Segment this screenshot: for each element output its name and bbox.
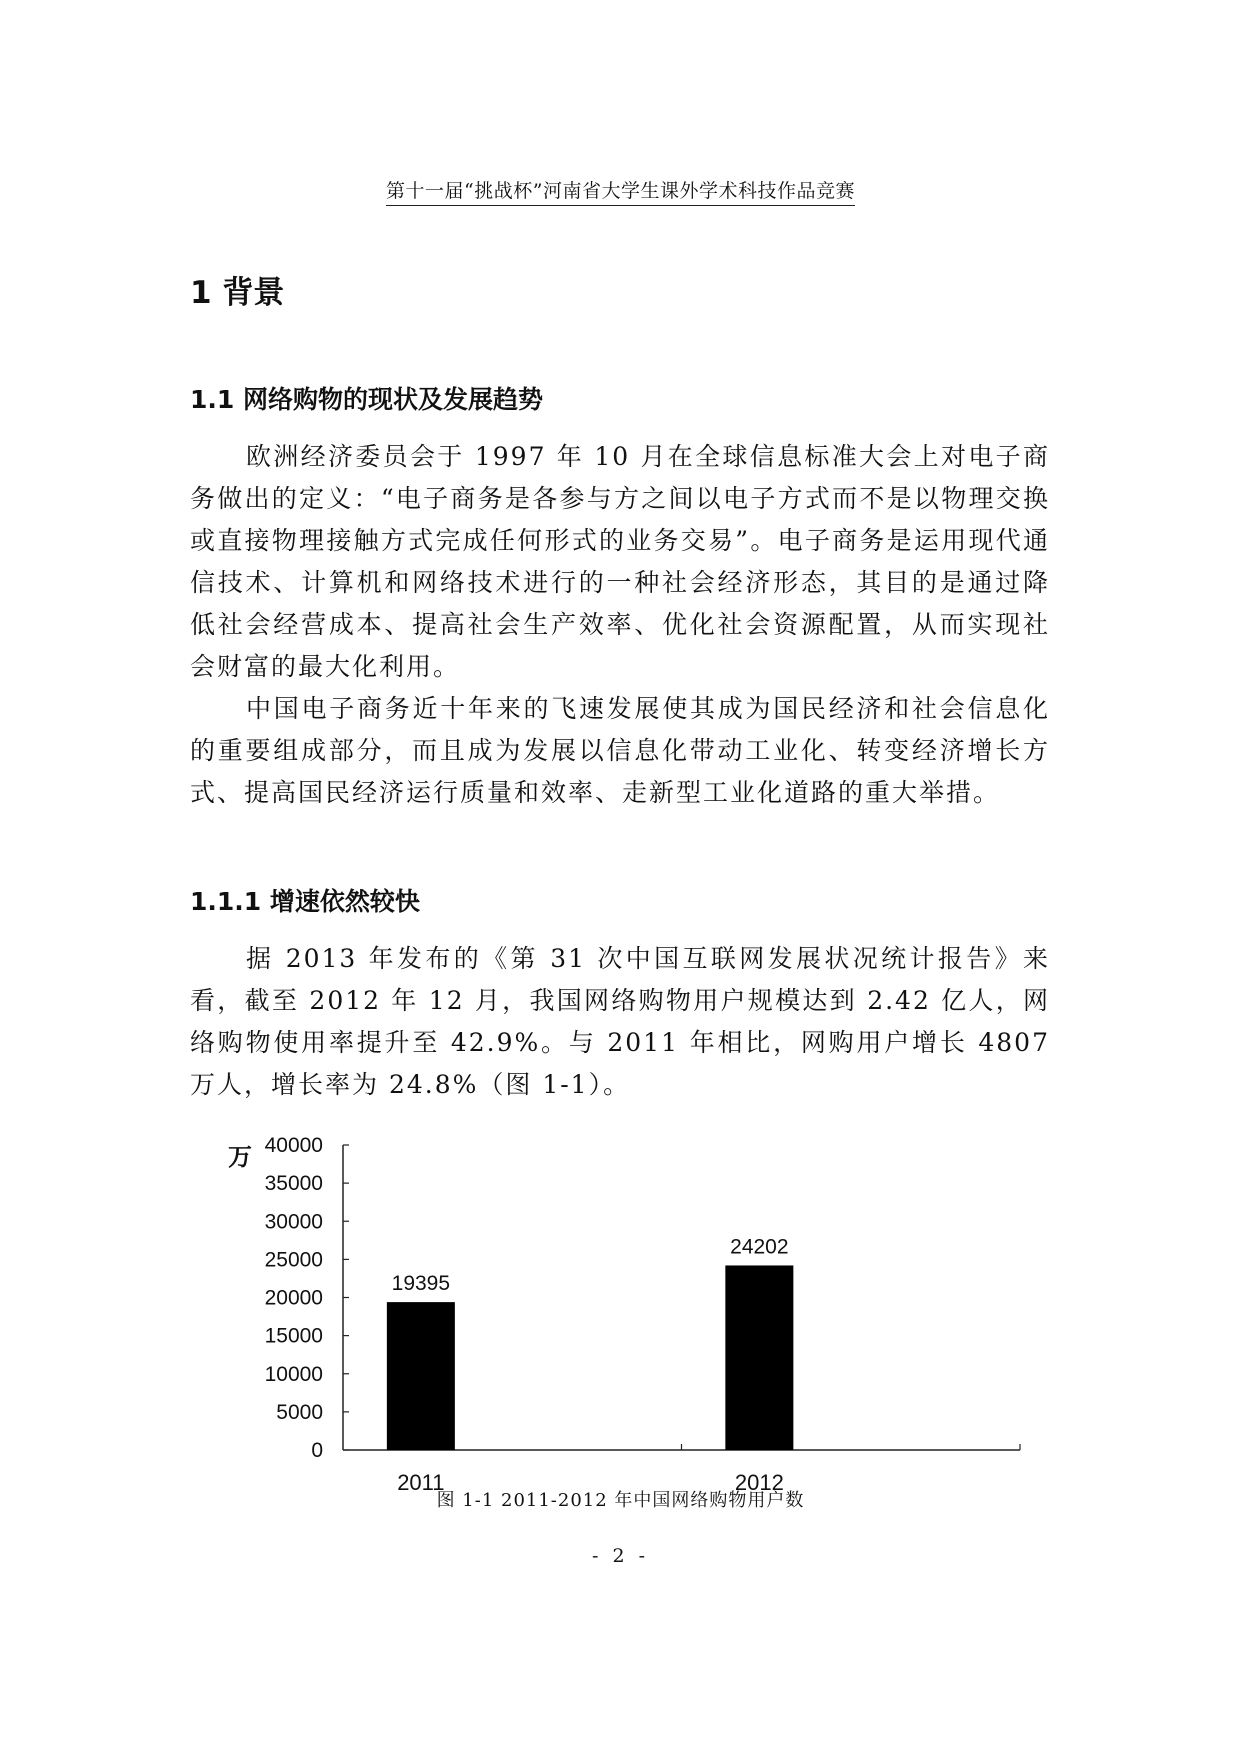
y-tick-label: 25000 — [264, 1248, 323, 1272]
y-axis-label: 万 — [228, 1143, 252, 1171]
running-header — [0, 176, 1241, 203]
data-label-2012: 24202 — [730, 1235, 789, 1259]
figure-caption: 图 1-1 2011-2012 年中国网络购物用户数 — [436, 1490, 805, 1511]
body-paragraph: 欧洲经济委员会于 1997 年 10 月在全球信息标准大会上对电子商务做出的定义：“电子商务是各参与方之间以电子方式而不是以物理交换或直接物理接触方式完成任何形式的业务交易”。电子商务是运用现代通信技术、计算机和网络技术进行的一种社会经济形态，其目的是通过降低社会经营成本、提高社会生产效率、优化社会资源配置，从而实现社会财富的最大化利用。 — [190, 442, 1050, 681]
y-tick-label: 0 — [311, 1439, 323, 1462]
page-number: - 2 - — [591, 1545, 649, 1567]
subsubsection-heading: 1.1.1 增速依然较快 — [190, 887, 420, 916]
y-tick-label: 35000 — [264, 1172, 323, 1196]
subsection-heading: 1.1 网络购物的现状及发展趋势 — [190, 385, 543, 414]
y-tick-label: 40000 — [264, 1134, 323, 1157]
y-tick-label: 5000 — [276, 1400, 323, 1424]
y-tick-label: 20000 — [264, 1286, 323, 1310]
bar-chart — [0, 1120, 1241, 1500]
body-paragraph: 中国电子商务近十年来的飞速发展使其成为国民经济和社会信息化的重要组成部分，而且成为发展以信息化带动工业化、转变经济增长方式、提高国民经济运行质量和效率、走新型工业化道路的重大举措。 — [190, 694, 1050, 807]
y-tick-label: 10000 — [264, 1362, 323, 1386]
body-paragraph: 据 2013 年发布的《第 31 次中国互联网发展状况统计报告》来看，截至 2012 年 12 月，我国网络购物用户规模达到 2.42 亿人，网络购物使用率提升至 42.9%。与 2011 年相比，网购用户增长 4807 万人，增长率为 24.8%（图 1-1）。 — [190, 944, 1050, 1099]
y-tick-label: 30000 — [264, 1210, 323, 1234]
bar-2011 — [387, 1302, 455, 1450]
data-label-2011: 19395 — [391, 1272, 451, 1296]
bar-2012 — [725, 1265, 793, 1450]
bar-chart-svg — [0, 1120, 1241, 1500]
y-tick-label: 15000 — [264, 1324, 323, 1348]
section-heading: 1 背景 — [190, 275, 285, 311]
running-header-text: 第十一届“挑战杯”河南省大学生课外学术科技作品竞赛 — [386, 180, 855, 206]
x-tick-label-2011: 2011 — [397, 1470, 445, 1495]
x-tick-label-2012: 2012 — [734, 1470, 784, 1495]
